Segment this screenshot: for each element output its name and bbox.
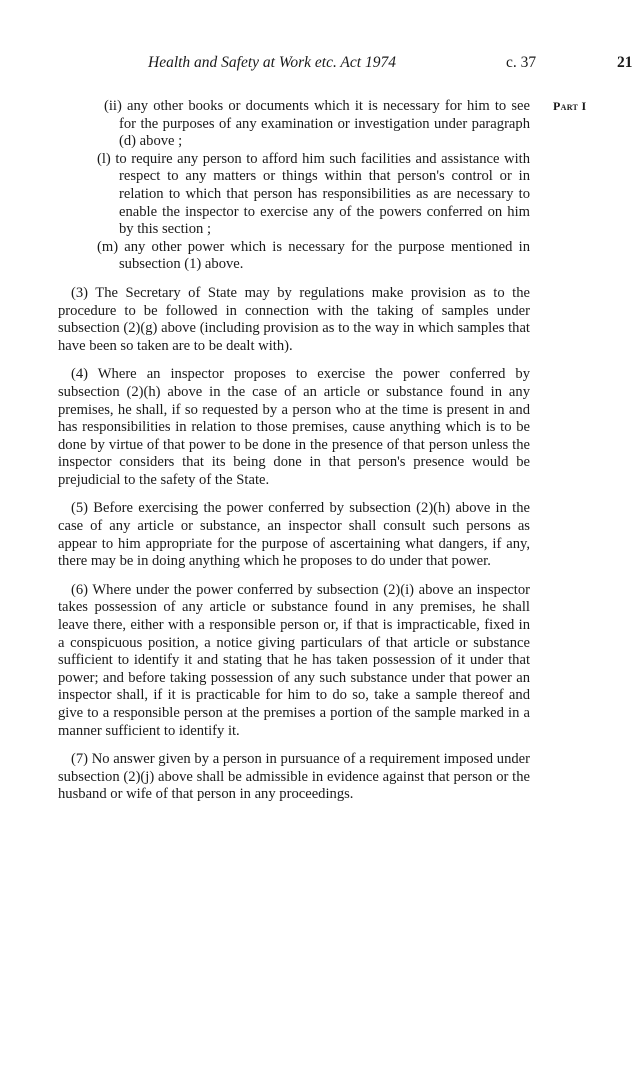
subsection-5: (5) Before exercising the power conferred by subsection (2)(h) above in the case of any article or substance, an inspector shall consult such persons as appear to him appropriate for the purpose of ascertaining what dangers, if any, there may be in doing anything which he proposes to do under that power. xyxy=(58,500,530,570)
chapter-number: c. 37 xyxy=(506,54,537,71)
item-m: (m) any other power which is necessary for the purpose mentioned in subsection (1) above. xyxy=(97,238,530,273)
subsection-3: (3) The Secretary of State may by regulations make provision as to the procedure to be followed in connection with the taking of samples under subsection (2)(g) above (including provision as to the way in which samples that have been so taken are to be dealt with). xyxy=(58,284,530,354)
subsection-4: (4) Where an inspector proposes to exercise the power conferred by subsection (2)(h) above in the case of an article or substance found in any premises, he shall, if so requested by a person who at the time is present in and has responsibilities in relation to those premises, cause anything which is to be done by virtue of that power to be done in the presence of that person unless the inspector considers that its being done in that person's presence would be prejudicial to the safety of the State. xyxy=(58,366,530,488)
subsection-6: (6) Where under the power conferred by subsection (2)(i) above an inspector takes possession of any article or substance found in any premises, he shall leave there, either with a responsible person or, if that is impracticable, fixed in a conspicuous position, a notice giving particulars of that article or substance sufficient to identify it and stating that he has taken possession of it under that power; and before taking possession of any such substance under that power an inspector shall, if it is practicable for him to do so, take a sample thereof and give to a responsible person at the premises a portion of the sample marked in a manner sufficient to identify it. xyxy=(58,581,530,739)
margin-note: Part I xyxy=(553,99,587,113)
subsection-7: (7) No answer given by a person in pursuance of a requirement imposed under subsection (2)(j) above shall be admissible in evidence against that person or the husband or wife of that person in any proceedings. xyxy=(58,751,530,803)
page-number: 21 xyxy=(617,54,633,71)
subparagraph-ii: (ii) any other books or documents which it is necessary for him to see for the purposes of any examination or investigation under paragraph (d) above ; xyxy=(104,98,530,150)
running-title: Health and Safety at Work etc. Act 1974 xyxy=(148,54,396,71)
body-text xyxy=(58,98,530,804)
item-l: (l) to require any person to afford him such facilities and assistance with respect to any matters or things within that person's control or in relation to which that person has responsibilities as are necessary to enable the inspector to exercise any of the powers conferred on him by this section ; xyxy=(97,150,530,238)
page-header xyxy=(0,54,638,76)
